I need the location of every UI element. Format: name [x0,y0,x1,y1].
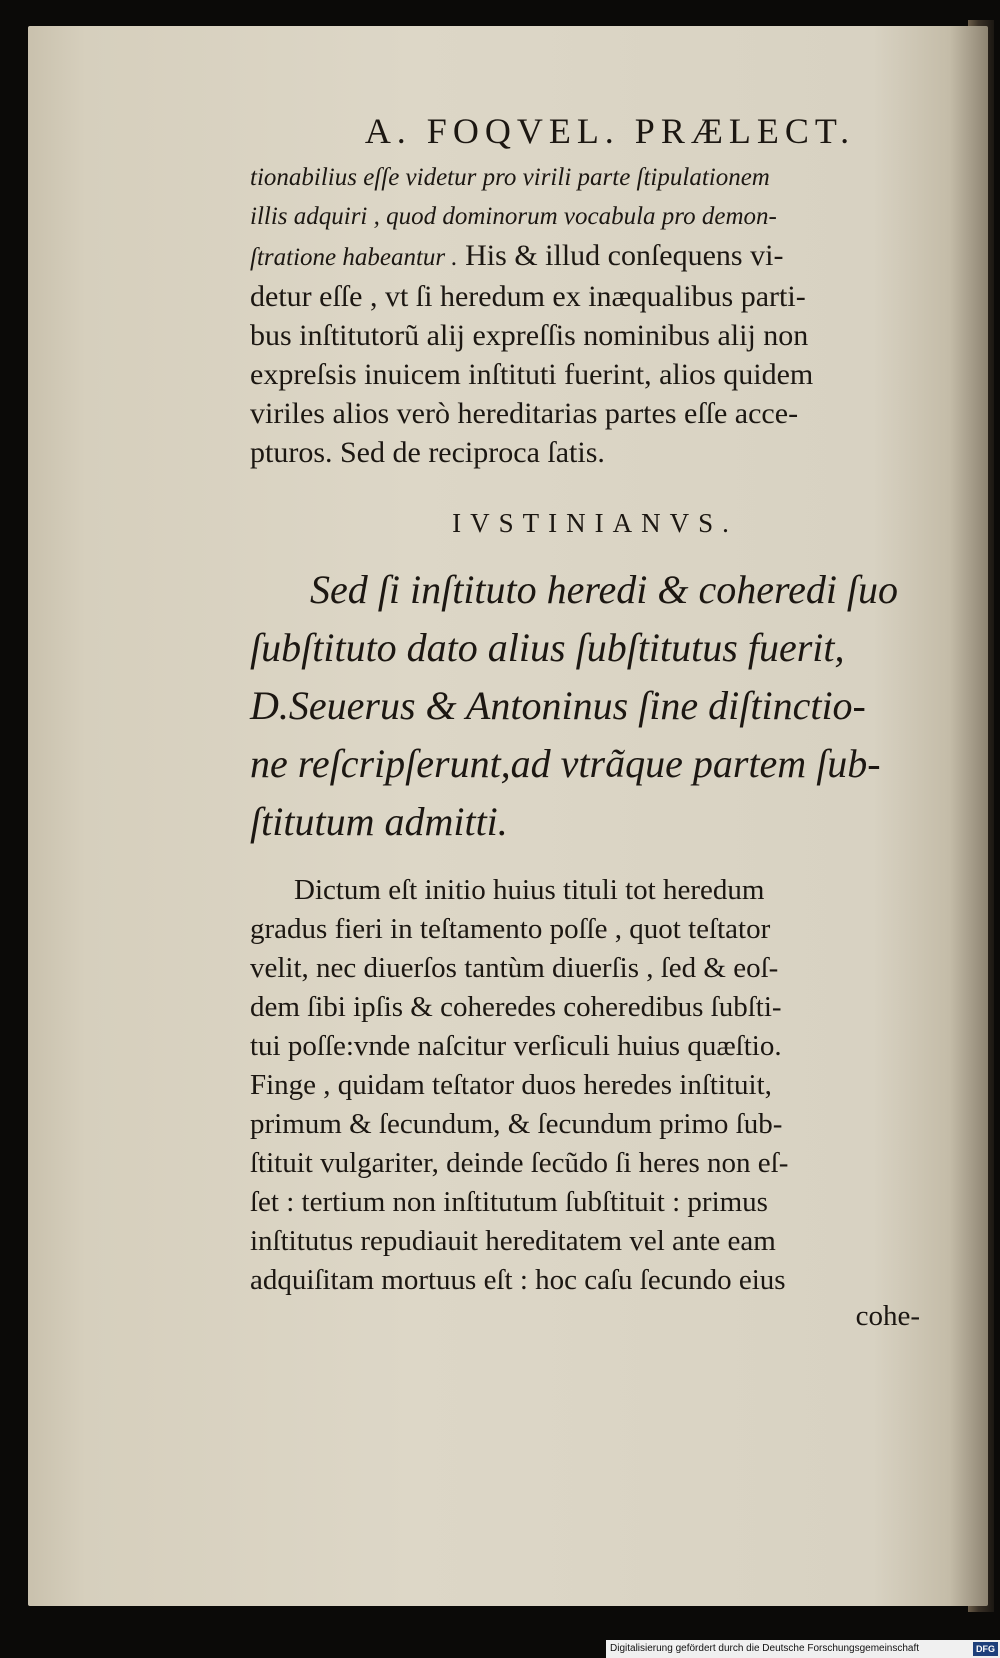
text-line: Dictum eſt initio huius tituli tot heredum [294,874,765,906]
commentary [250,871,930,1300]
text-line: ſubſtituto dato alius ſubſtitutus fuerit, [250,625,845,670]
text-line: adquiſitam mortuus eſt : hoc caſu ſecundo eius [250,1264,786,1296]
text-line: gradus fieri in teſtamento poſſe , quot teſtator [250,913,771,945]
text-line: dem ſibi ipſis & coheredes coheredibus ſubſti- [250,991,782,1023]
text-line: inſtitutus repudiauit hereditatem vel ante eam [250,1225,776,1257]
text-line: illis adquiri , quod dominorum vocabula pro demon- [250,203,777,230]
text-line: bus inſtitutorũ alij expreſſis nominibus alij non [250,319,809,352]
text-line: detur eſſe , vt ſi heredum ex inæqualibus parti- [250,280,806,313]
text-line: Sed ſi inſtituto heredi & coheredi ſuo [310,567,899,612]
text-line: pturos. Sed de reciproca ſatis. [250,436,605,469]
running-head: A. FOQVEL. PRÆLECT. [364,111,856,151]
page-text [250,110,930,1333]
law-text [250,561,930,851]
text-line: ſet : tertium non inſtitutum ſubſtituit : primus [250,1186,768,1218]
text-line: Finge , quidam teſtator duos heredes inſtituit, [250,1069,772,1101]
opening-roman [250,277,930,472]
text-line: ſtituit vulgariter, deinde ſecũdo ſi heres non eſ- [250,1147,789,1179]
text-line: His & illud conſequens vi- [457,239,784,272]
text-line: ne reſcripſerunt,ad vtrãque partem ſub- [250,741,881,786]
text-line: velit, nec diuerſos tantùm diuerſis , ſed & eoſ- [250,952,779,984]
text-line: ſtitutum admitti. [250,799,508,844]
text-line: ſtratione habeantur . [250,244,458,271]
text-line-mixed [250,236,930,277]
text-line: tui poſſe:vnde naſcitur verſiculi huius quæſtio. [250,1030,782,1062]
text-line: D.Seuerus & Antoninus ſine diſtinctio- [250,683,866,728]
digitization-credit [606,1640,1000,1658]
text-line: primum & ſecundum, & ſecundum primo ſub- [250,1108,783,1140]
text-line: viriles alios verò hereditarias partes eſſe acce- [250,397,799,430]
text-line: tionabilius eſſe videtur pro virili parte ſtipulationem [250,164,770,191]
section-title: IVSTINIANVS. [452,508,738,538]
text-line: expreſsis inuicem inſtituti fuerint, alios quidem [250,358,814,391]
catchword: cohe- [855,1300,920,1332]
credit-text: Digitalisierung gefördert durch die Deutsche Forschungsgemeinschaft [610,1643,920,1654]
opening-italic [250,158,930,277]
dfg-logo: DFG [973,1642,998,1656]
